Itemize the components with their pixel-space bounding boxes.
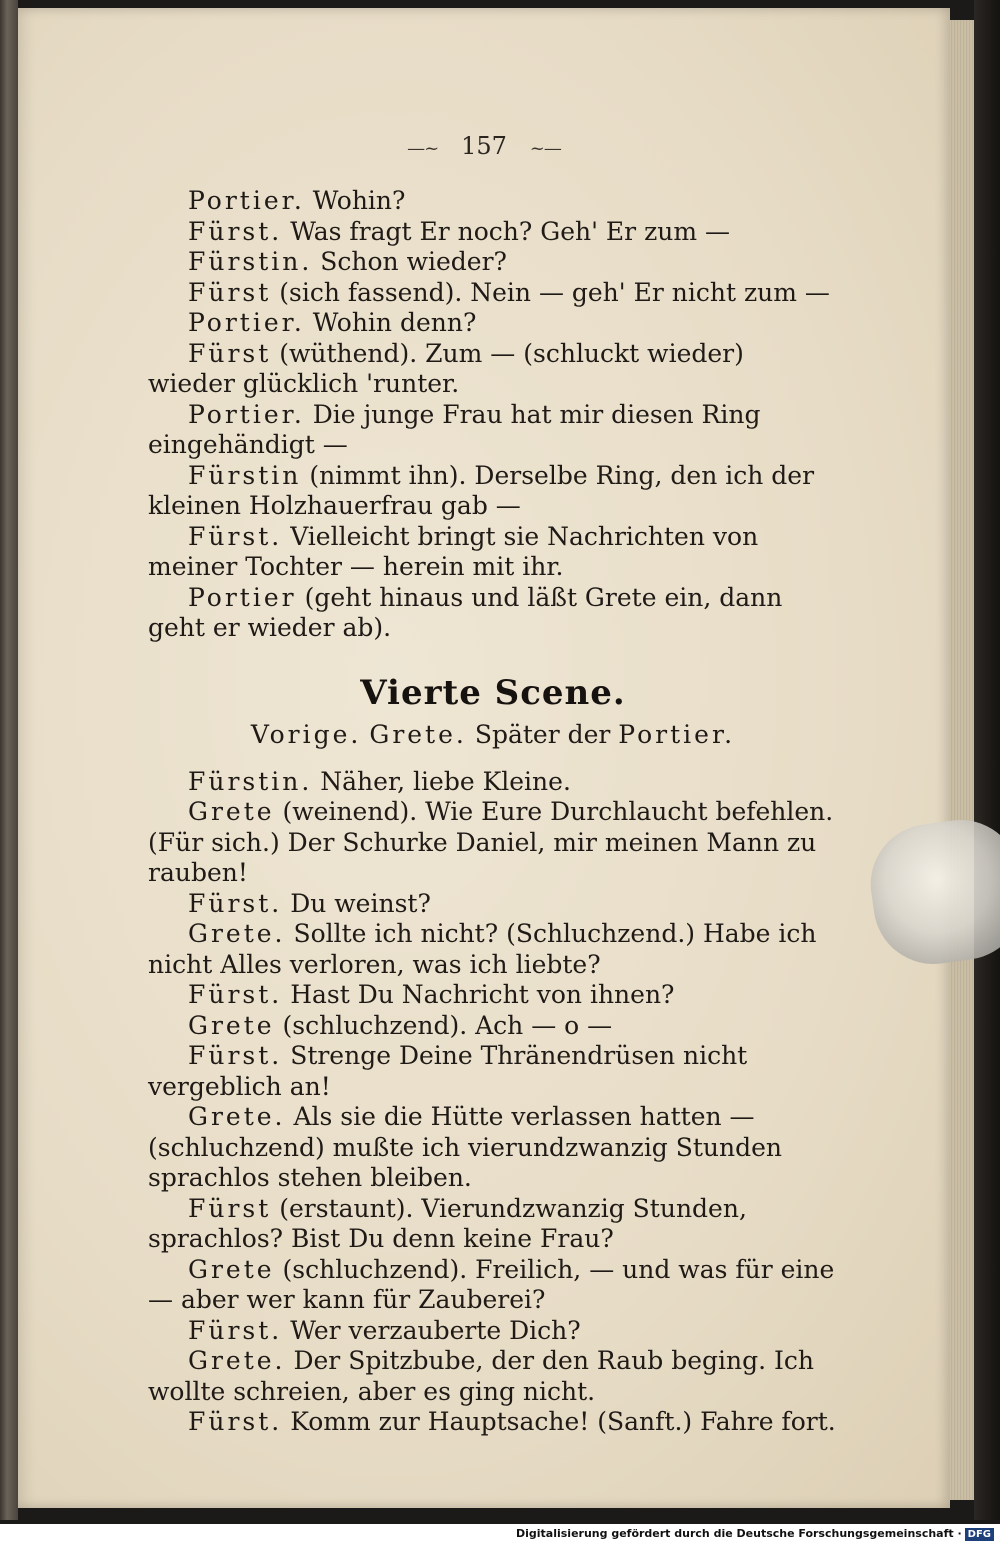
speaker-name: Portier — [188, 582, 297, 612]
line-text: Wohin? — [312, 186, 406, 215]
speaker-name: Fürst — [188, 277, 272, 307]
page-header — [18, 132, 950, 160]
speaker-name: Grete. — [188, 919, 286, 948]
speaker-name: Fürst — [188, 1193, 272, 1223]
line-text: Der Spitzbube, der den Raub beging. Ich wollte schreien, aber es ging nicht. — [148, 1346, 815, 1406]
cast-portier: Portier. — [618, 720, 736, 749]
line-text: (sich fassend). Nein — geh' Er nicht zum — — [279, 277, 830, 307]
dialogue-line — [148, 1346, 838, 1407]
speaker-name: Fürst. — [188, 1315, 283, 1345]
line-text: (erstaunt). Vierundzwanzig Stunden, sprachlos? Bist Du denn keine Frau? — [148, 1193, 747, 1253]
header-ornament-left: —~ — [407, 138, 439, 159]
speaker-name: Fürstin. — [188, 247, 313, 276]
speaker-name: Portier. — [188, 399, 305, 429]
book-spine — [0, 0, 18, 1520]
page-text — [148, 186, 838, 1438]
dialogue-line — [148, 1194, 838, 1255]
line-text: (wüthend). Zum — (schluckt wieder) wieder glücklich 'runter. — [148, 338, 744, 398]
dialogue-line — [148, 1407, 838, 1438]
page-number: 157 — [461, 132, 507, 160]
dfg-logo: DFG — [965, 1528, 994, 1541]
dialogue-line — [148, 1011, 838, 1042]
line-text: Du weinst? — [290, 888, 431, 918]
speaker-name: Grete — [188, 1254, 275, 1284]
footer-text: Digitalisierung gefördert durch die Deutsche Forschungsgemeinschaft · — [515, 1527, 962, 1540]
speaker-name: Grete. — [188, 1346, 286, 1375]
line-text: Hast Du Nachricht von ihnen? — [290, 980, 675, 1009]
line-text: Komm zur Hauptsache! (Sanft.) Fahre fort. — [290, 1407, 836, 1436]
dialogue-line — [148, 217, 838, 248]
line-text: (geht hinaus und läßt Grete ein, dann geht er wieder ab). — [148, 582, 783, 642]
dialogue-line — [148, 767, 838, 798]
dialogue-line — [148, 797, 838, 889]
dialogue-line — [148, 980, 838, 1011]
speaker-name: Grete — [188, 797, 275, 826]
cast-previous: Vorige. — [250, 720, 362, 749]
dialogue-line — [148, 1102, 838, 1194]
cast-line — [148, 720, 838, 751]
dialogue-line — [148, 461, 838, 522]
line-text: (nimmt ihn). Derselbe Ring, den ich der kleinen Holzhauerfrau gab — — [148, 460, 815, 520]
dialogue-line — [148, 400, 838, 461]
dialogue-line — [148, 919, 838, 980]
dialogue-line — [148, 1041, 838, 1102]
speaker-name: Fürst. — [188, 1041, 283, 1070]
speaker-name: Fürst. — [188, 521, 283, 551]
speaker-name: Fürst — [188, 338, 272, 368]
line-text: Vielleicht bringt sie Nachrichten von meiner Tochter — herein mit ihr. — [148, 521, 759, 581]
footer — [0, 1524, 1000, 1543]
speaker-name: Fürst. — [188, 216, 283, 246]
line-text: Die junge Frau hat mir diesen Ring eingehändigt — — [148, 399, 761, 459]
header-ornament-right: ~— — [529, 138, 561, 159]
fore-edge-shadow — [974, 0, 1000, 1520]
dialogue-line — [148, 1255, 838, 1316]
speaker-name: Fürst. — [188, 1407, 283, 1436]
speaker-name: Portier. — [188, 186, 305, 215]
line-text: Näher, liebe Kleine. — [320, 766, 571, 796]
line-text: Wohin denn? — [312, 308, 477, 337]
dialogue-line — [148, 583, 838, 644]
speaker-name: Fürst. — [188, 980, 283, 1009]
dialogue-block-top — [148, 186, 838, 644]
line-text: Strenge Deine Thränendrüsen nicht vergeblich an! — [148, 1041, 748, 1101]
speaker-name: Grete — [188, 1010, 275, 1040]
speaker-name: Fürstin. — [188, 766, 313, 796]
line-text: Was fragt Er noch? Geh' Er zum — — [290, 216, 731, 246]
dialogue-line — [148, 308, 838, 339]
dialogue-line — [148, 186, 838, 217]
cast-later: Später der — [474, 720, 611, 749]
line-text: Sollte ich nicht? (Schluchzend.) Habe ich nicht Alles verloren, was ich liebte? — [148, 919, 817, 979]
line-text: Wer verzauberte Dich? — [290, 1315, 581, 1345]
line-text: Als sie die Hütte verlassen hatten — (schluchzend) mußte ich vierundzwanzig Stunden sprachlos stehen bleiben. — [148, 1102, 783, 1192]
scene-title: Vierte Scene. — [360, 672, 626, 713]
book-page — [18, 8, 950, 1508]
cast-grete: Grete. — [369, 720, 467, 749]
speaker-name: Fürst. — [188, 888, 283, 918]
dialogue-line — [148, 522, 838, 583]
dialogue-line — [148, 1316, 838, 1347]
line-text: Schon wieder? — [320, 247, 507, 276]
line-text: (schluchzend). Ach — o — — [282, 1010, 613, 1040]
speaker-name: Fürstin — [188, 460, 302, 490]
line-text: (weinend). Wie Eure Durchlaucht befehlen. (Für sich.) Der Schurke Daniel, mir meinen Mann zu rauben! — [148, 797, 834, 887]
dialogue-line — [148, 889, 838, 920]
dialogue-line — [148, 339, 838, 400]
line-text: (schluchzend). Freilich, — und was für eine — aber wer kann für Zauberei? — [148, 1254, 835, 1314]
speaker-name: Portier. — [188, 308, 305, 337]
dialogue-line — [148, 247, 838, 278]
page-edges — [950, 20, 974, 1500]
dialogue-line — [148, 278, 838, 309]
dialogue-block-bottom — [148, 767, 838, 1438]
speaker-name: Grete. — [188, 1102, 286, 1131]
